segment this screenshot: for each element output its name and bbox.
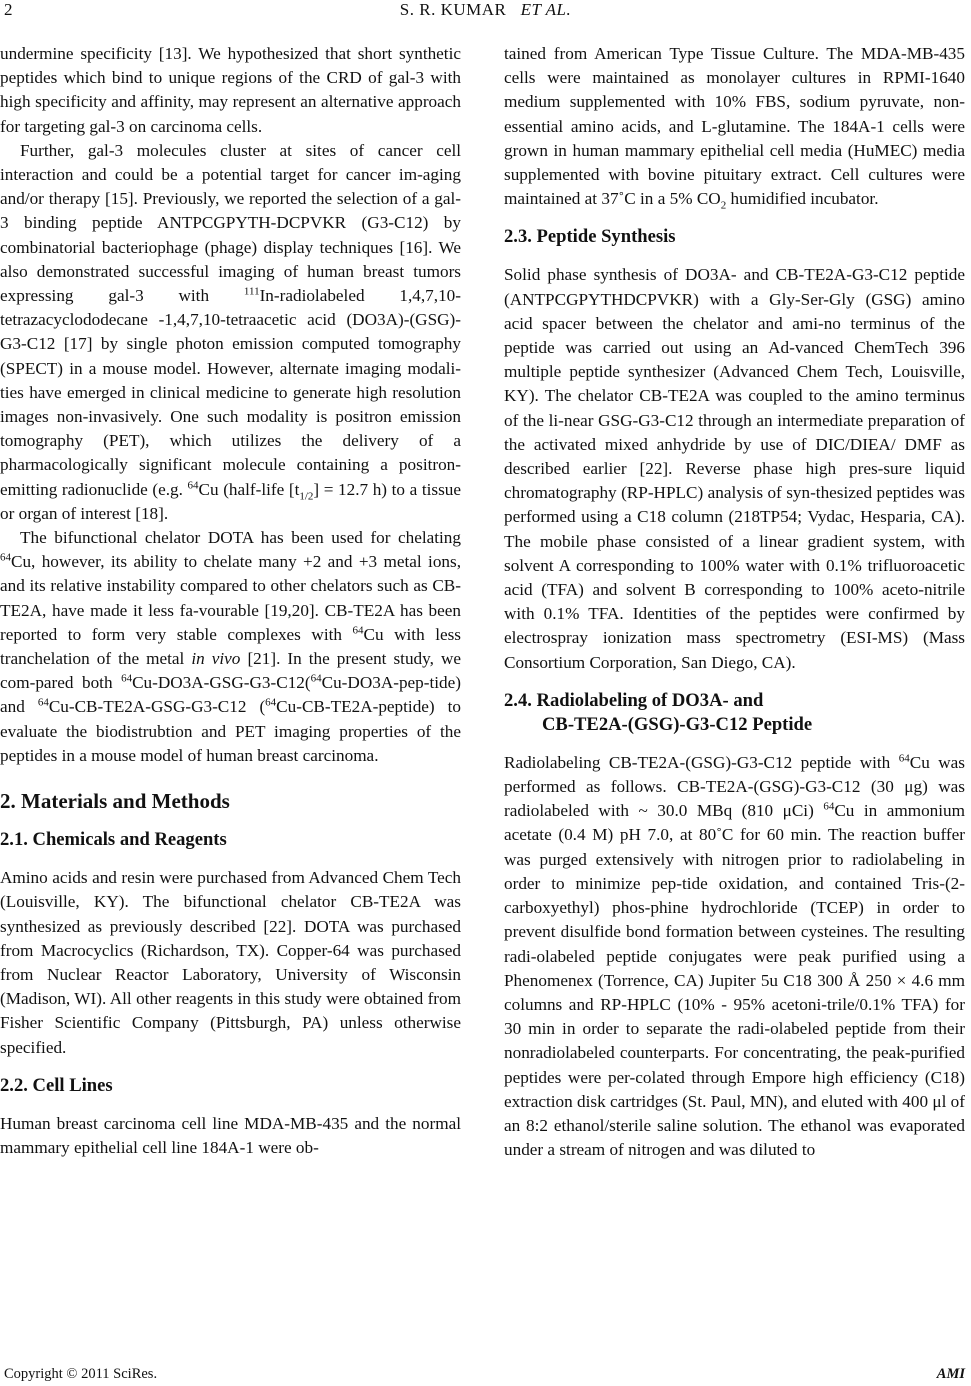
paragraph: Amino acids and resin were purchased from Advanced Chem Tech (Louisville, KY). The bifunctional chelator CB-TE2A was synthesized as previously described [22]. DOTA was purchased from Macrocyclics (Richardson, TX). Copper-64 was purchased from Nuclear Reactor Laboratory, University of Wisconsin (Madison, WI). All other reagents in this study were obtained from Fisher Scientific Company (Pittsburgh, PA) unless otherwise specified. [0, 868, 461, 1057]
paragraph: Radiolabeling CB-TE2A-(GSG)-G3-C12 peptide with $^{64}$Cu was performed as follows. CB-TE2A-(GSG)-G3-C12 (30 μg) was radiolabeled with ~ 30.0 MBq (810 μCi) $^{64}$Cu in ammonium acetate (0.4 M) pH 7.0, at 80˚C for 60 min. The reaction buffer was purged extensively with nitrogen prior to radiolabeling in order to minimize pep-tide oxidation, and contained Tris-(2-carboxyethyl) phos-phine hydrochloride (TCEP) in order to prevent disulfide bond formation between cysteines. The resulting radi-olabeled peptide conjugates were peak purified using a Phenomenex (Torrence, CA) Jupiter 5u C18 300 Å 250 × 4.6 mm columns and RP-HPLC (10% - 95% acetoni-trile/0.1% TFA) for 30 min in order to separate the radi-olabeled peptide from their nonradiolabeled counterparts. For concentrating, the peak-purified peptides were per-colated through Empore high efficiency (C18) extraction disk cartridges (St. Paul, MN), and eluted with 400 μl of an 8:2 ethanol/sterile saline solution. The ethanol was evaporated under a stream of nitrogen and was diluted to [504, 752, 966, 1160]
subsection-heading: 2.3. Peptide Synthesis [504, 226, 676, 248]
running-header [0, 0, 971, 20]
left-column [0, 42, 461, 1160]
section-heading: 2. Materials and Methods [0, 789, 230, 814]
paragraph: Solid phase synthesis of DO3A- and CB-TE2A-G3-C12 peptide (ANTPCGPYTHDCPVKR) with a Gly-Ser-Gly (GSG) amino acid spacer between the chelator and ami-no terminus of the peptide was carried out using an Ad-vanced ChemTech 396 multiple peptide synthesizer (Advanced Chem Tech, Louisville, KY). The chelator CB-TE2A was coupled to the amino terminus of the li-near GSG-G3-C12 through an intermediate preparation of the activated mixed anhydride by use of DIC/DIEA/ DMF as described earlier [22]. Reverse phase high pres-sure liquid chromatography (RP-HPLC) analysis of syn-thesized peptides was performed using a C18 column (218TP54; Vydac, Hesparia, CA). The mobile phase consisted of a linear gradient system, with solvent A corresponding to 100% water with 0.1% trifluoroacetic acid (TFA) and solvent B corresponding to 100% aceto-nitrile with 0.1% TFA. Identities of the peptides were confirmed by electrospray ionization mass spectrometry (ESI-MS) (Mass Consortium Corporation, San Diego, CA). [504, 265, 965, 672]
paragraph: The bifunctional chelator DOTA has been used for chelating $^{64}$Cu, however, its ability to chelate many +2 and +3 metal ions, and its relative instability compared to other chelators such as CB-TE2A, have made it less fa-vourable [19,20]. CB-TE2A has been reported to form very stable complexes with $^{64}$Cu with less tranchelation of the metal in vivo [21]. In the present study, we com-pared both $^{64}$Cu-DO3A-GSG-G3-C12($^{64}$Cu-DO3A-pep-tide) and $^{64}$Cu-CB-TE2A-GSG-G3-C12 ($^{64}$Cu-CB-TE2A-peptide) to evaluate the biodistrubtion and PET imaging properties of the peptides in a mouse model of human breast carcinoma. [0, 528, 461, 765]
right-column [504, 42, 965, 1162]
header-authors: S. R. KUMAR [399, 0, 507, 19]
paragraph: Further, gal-3 molecules cluster at sites of cancer cell interaction and could be a potential target for cancer im-aging and/or therapy [15]. Previously, we reported the selection of a gal-3 binding peptide ANTPCGPYTH-DCPVKR (G3-C12) by combinatorial bacteriophage (phage) display techniques [16]. We also demonstrated successful imaging of human breast tumors expressing gal-3 with $^{111}$In-radiolabeled 1,4,7,10-tetrazacyclododecane -1,4,7,10-tetraacetic acid (DO3A)-(GSG)-G3-C12 [17] by single photon emission computed tomography (SPECT) in a mouse model. However, alternate imaging modali-ties have emerged in clinical medicine to generate high resolution images non-invasively. One such modality is positron emission tomography (PET), which utilizes the delivery of a pharmacologically significant molecule containing a positron-emitting radionuclide (e.g. $^{64}$Cu (half-life $[t_{1/2}] = 12.7$ h) to a tissue or organ of interest [18]. [0, 140, 461, 523]
header-etal: ET AL. [520, 0, 572, 19]
copyright-notice: Copyright © 2011 SciRes. [4, 1366, 158, 1382]
page-number: 2 [4, 0, 13, 19]
subsection-heading: 2.2. Cell Lines [0, 1074, 113, 1096]
subsection-heading: 2.4. Radiolabeling of DO3A- and CB-TE2A-(GSG)-G3-C12 Peptide [504, 689, 813, 735]
paragraph: undermine specificity [13]. We hypothesized that short synthetic peptides which bind to unique regions of the CRD of gal-3 with high specificity and affinity, may represent an alternative approach for targeting gal-3 on carcinoma cells. [0, 44, 461, 136]
paragraph: Human breast carcinoma cell line MDA-MB-435 and the normal mammary epithelial cell line 184A-1 were ob- [0, 1113, 461, 1157]
journal-abbrev: AMI [936, 1366, 965, 1382]
subsection-heading: 2.1. Chemicals and Reagents [0, 829, 227, 851]
paragraph: tained from American Type Tissue Culture. The MDA-MB-435 cells were maintained as monolayer cultures in RPMI-1640 medium supplemented with 10% FBS, sodium pyruvate, non-essential amino acids, and L-glutamine. The 184A-1 cells were grown in human mammary epithelial cell media (HuMEC) media supplemented with bovine pituitary extract. Cell cultures were maintained at 37˚C in a 5% $CO_2$ humidified incubator. [504, 44, 965, 212]
